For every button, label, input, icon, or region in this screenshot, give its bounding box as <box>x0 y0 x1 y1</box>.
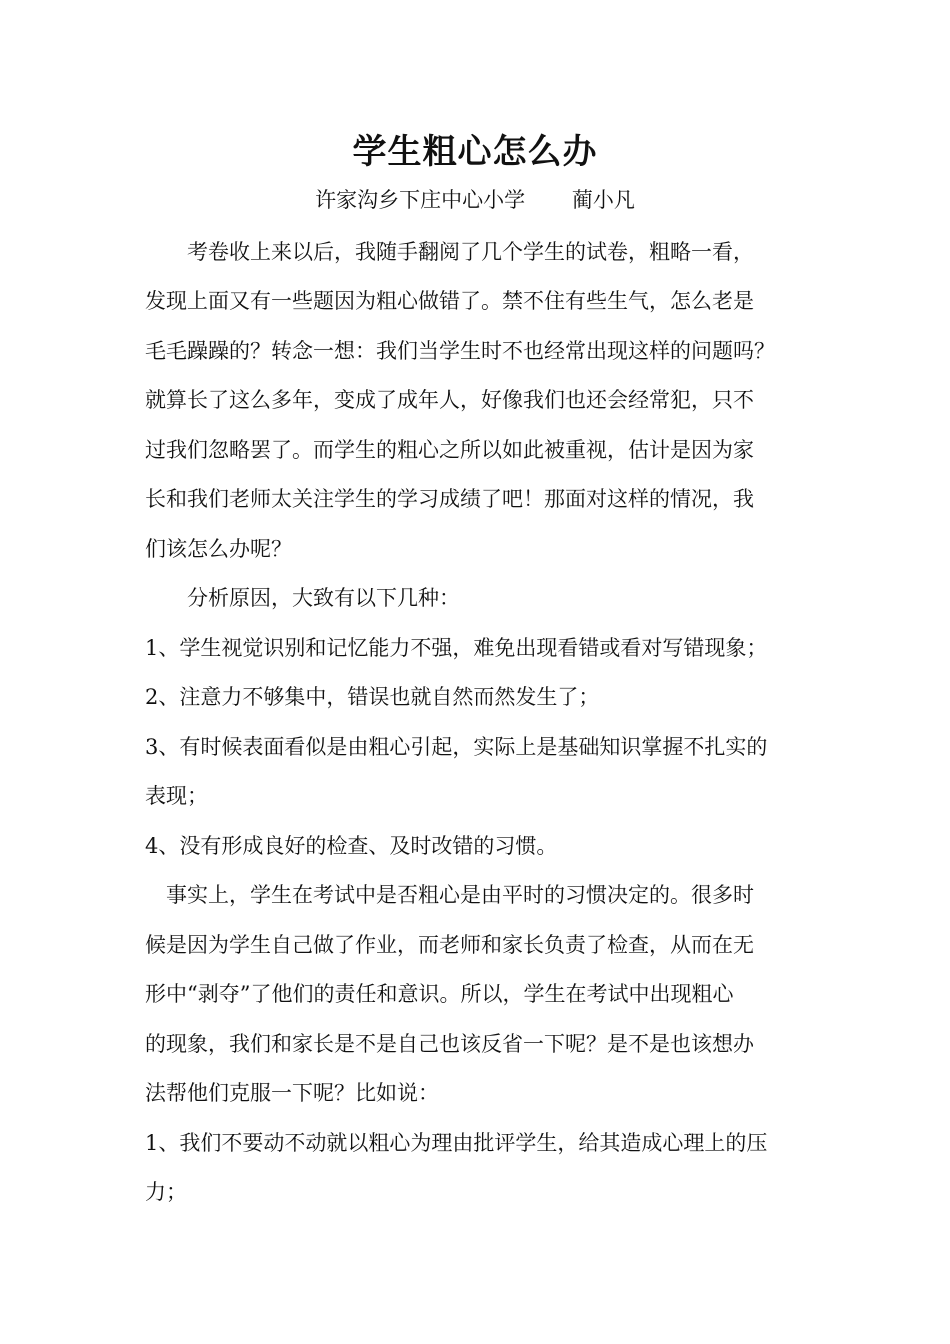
body-line: 发现上面又有一些题因为粗心做错了。禁不住有些生气，怎么老是 <box>145 289 754 313</box>
list-item: 1、我们不要动不动就以粗心为理由批评学生，给其造成心理上的压 <box>145 1131 768 1155</box>
list-item: 表现； <box>145 784 208 808</box>
list-item: 1、学生视觉识别和记忆能力不强，难免出现看错或看对写错现象； <box>145 636 768 660</box>
list-item: 力； <box>145 1180 187 1204</box>
body-line: 考卷收上来以后，我随手翻阅了几个学生的试卷，粗略一看， <box>145 240 754 264</box>
body-line: 过我们忽略罢了。而学生的粗心之所以如此被重视，估计是因为家 <box>145 438 754 462</box>
body-line: 法帮他们克服一下呢？比如说： <box>145 1081 439 1105</box>
body-line: 事实上，学生在考试中是否粗心是由平时的习惯决定的。很多时 <box>145 883 754 907</box>
author-byline: 许家沟乡下庄中心小学 蔺小凡 <box>315 188 635 212</box>
list-item: 4、没有形成良好的检查、及时改错的习惯。 <box>145 834 558 858</box>
list-item: 3、有时候表面看似是由粗心引起，实际上是基础知识掌握不扎实的 <box>145 735 768 759</box>
body-line: 们该怎么办呢？ <box>145 537 292 561</box>
body-line: 候是因为学生自己做了作业，而老师和家长负责了检查，从而在无 <box>145 933 754 957</box>
list-item: 2、注意力不够集中，错误也就自然而然发生了； <box>145 685 600 709</box>
document-title: 学生粗心怎么办 <box>352 132 598 172</box>
body-line: 分析原因，大致有以下几种： <box>145 586 460 610</box>
body-line: 就算长了这么多年，变成了成年人，好像我们也还会经常犯，只不 <box>145 388 754 412</box>
body-line: 长和我们老师太关注学生的学习成绩了吧！那面对这样的情况，我 <box>145 487 754 511</box>
body-line: 形中“剥夺”了他们的责任和意识。所以，学生在考试中出现粗心 <box>145 982 734 1006</box>
body-line: 的现象，我们和家长是不是自己也该反省一下呢？是不是也该想办 <box>145 1032 754 1056</box>
body-line: 毛毛躁躁的？转念一想：我们当学生时不也经常出现这样的问题吗？ <box>145 339 775 363</box>
